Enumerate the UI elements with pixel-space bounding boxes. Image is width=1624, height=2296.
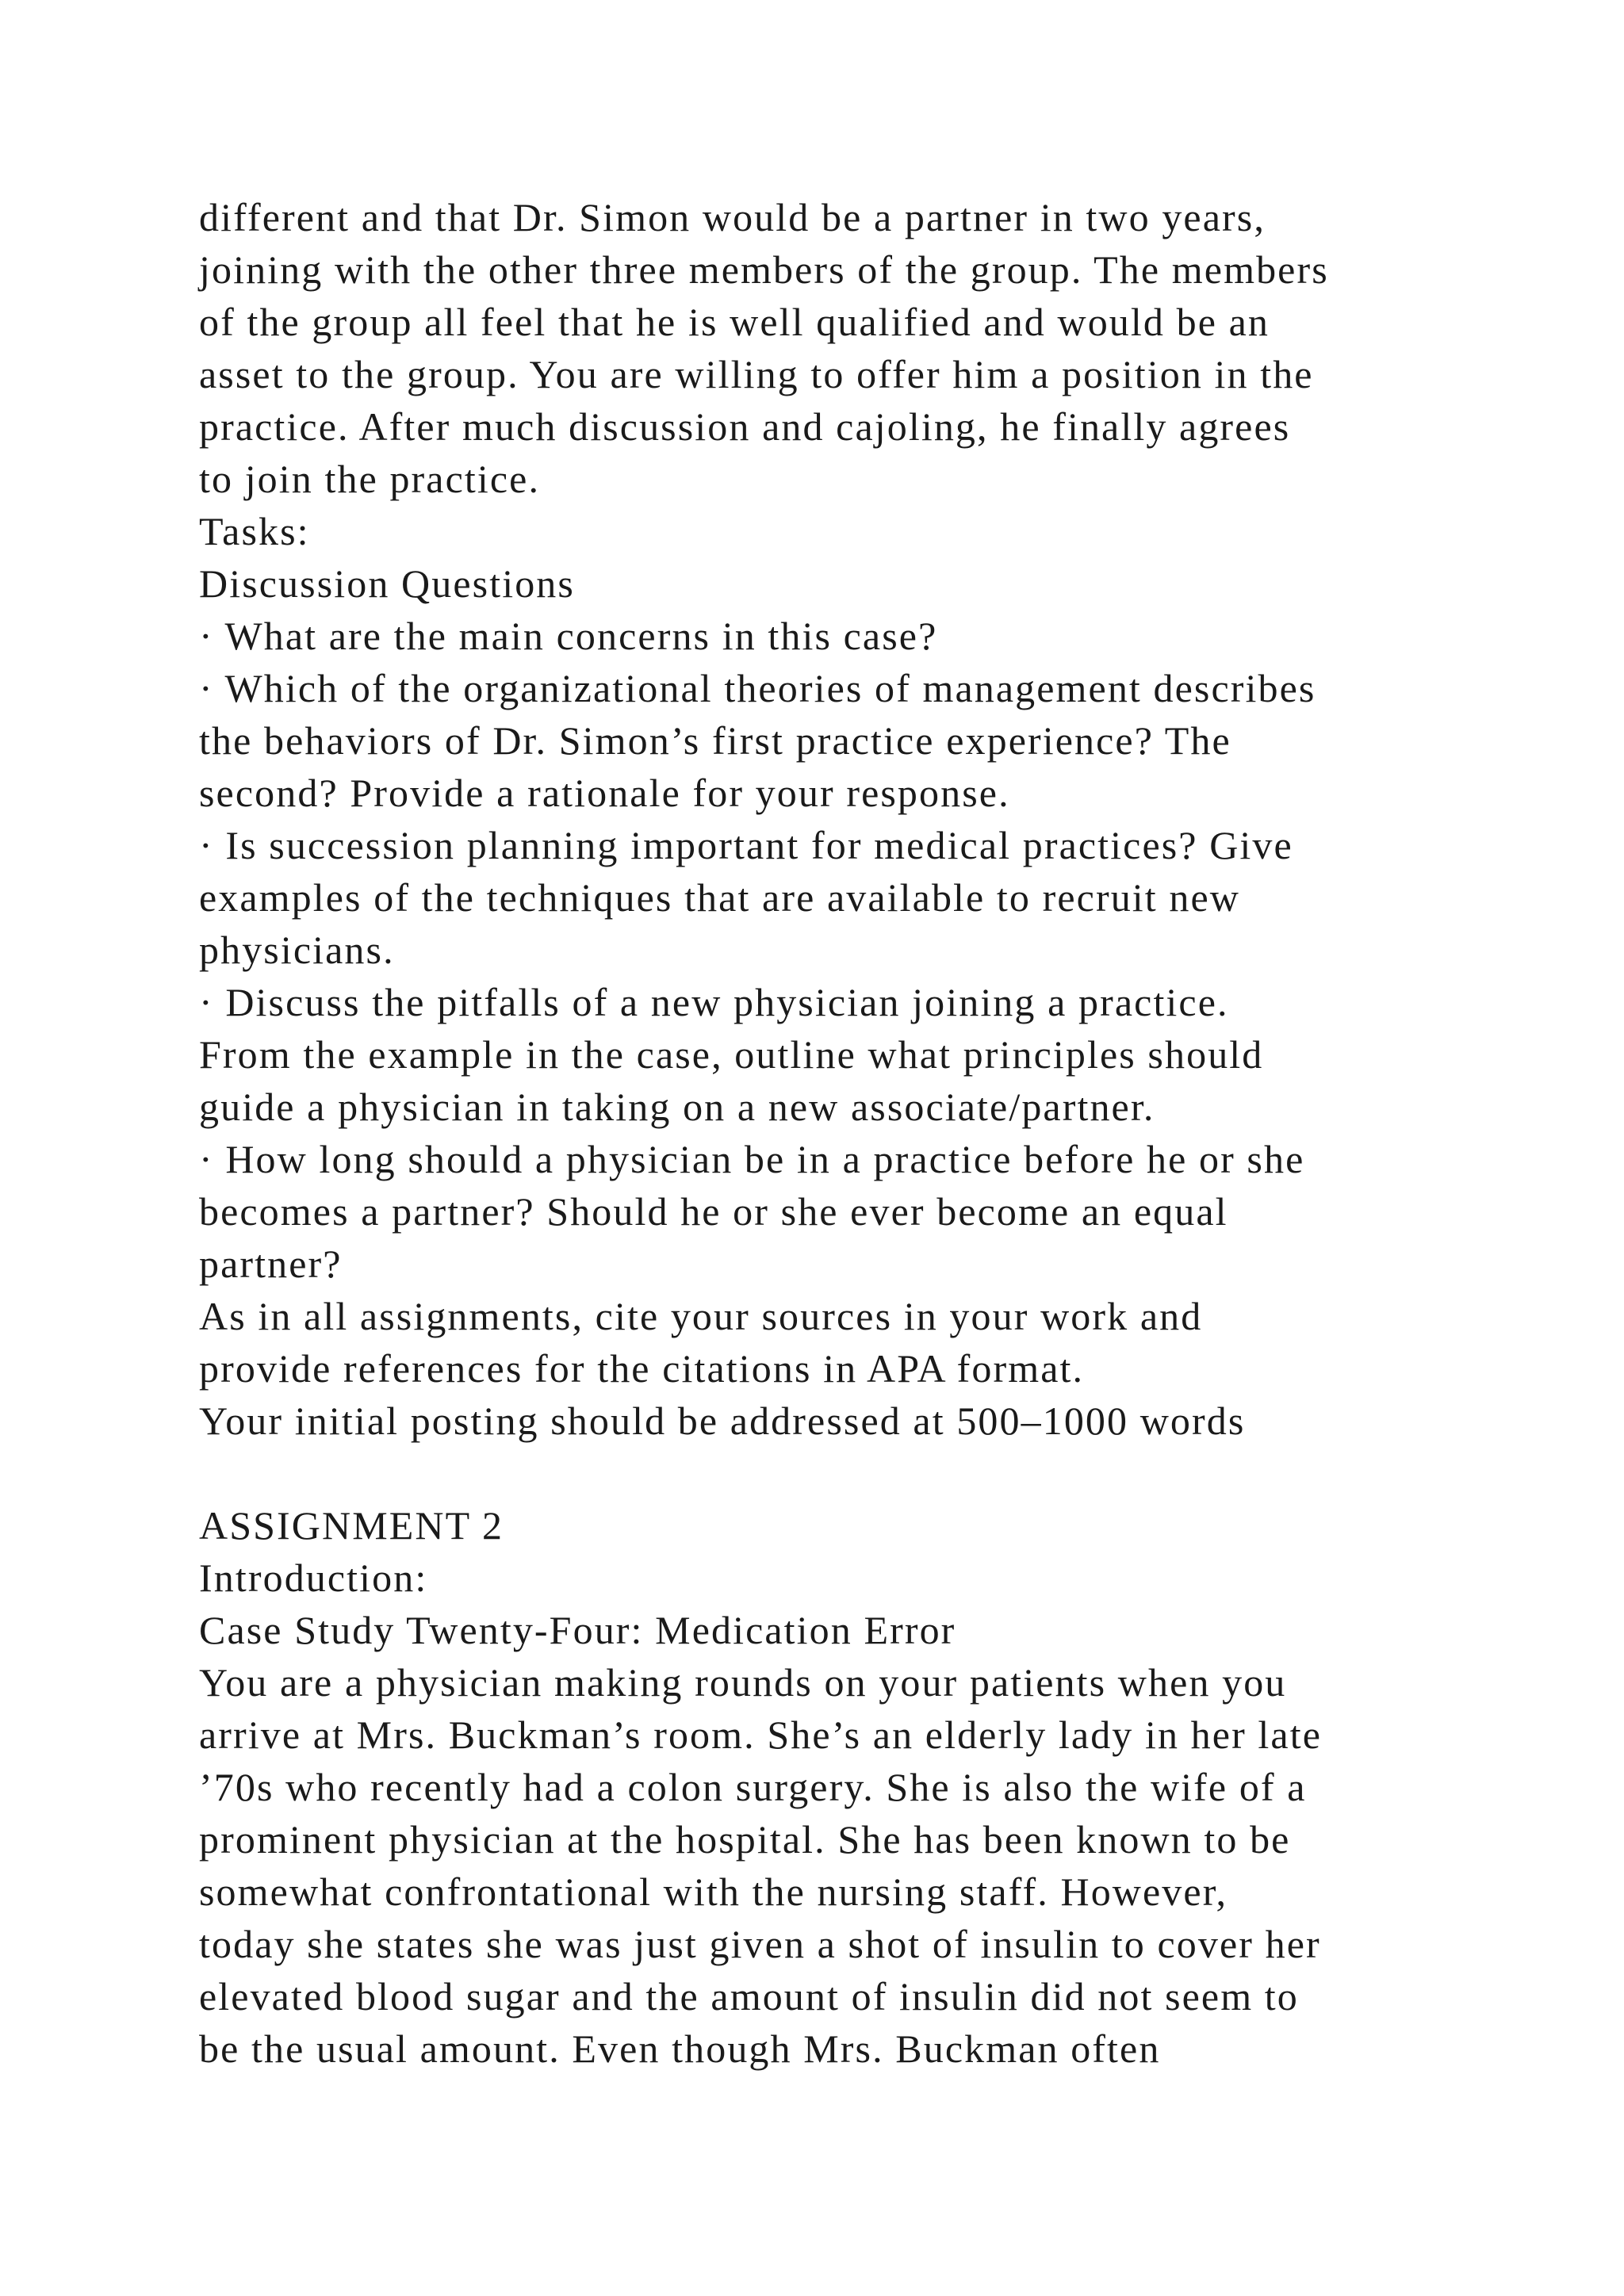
introduction-heading: Introduction: xyxy=(199,1556,428,1600)
text-line: Your initial posting should be addressed at 500–1000 words xyxy=(199,1399,1246,1443)
bullet-item: · How long should a physician be in a practice before he or she xyxy=(199,1137,1305,1181)
text-line: somewhat confrontational with the nursing staff. However, xyxy=(199,1869,1228,1914)
text-line: asset to the group. You are willing to offer him a position in the xyxy=(199,352,1314,396)
discussion-questions-heading: Discussion Questions xyxy=(199,561,575,606)
text-line: From the example in the case, outline what principles should xyxy=(199,1032,1264,1077)
text-line: today she states she was just given a shot of insulin to cover her xyxy=(199,1922,1321,1966)
text-line: As in all assignments, cite your sources in your work and xyxy=(199,1294,1203,1338)
assignment-heading: ASSIGNMENT 2 xyxy=(199,1503,504,1548)
text-line: elevated blood sugar and the amount of insulin did not seem to xyxy=(199,1974,1299,2019)
text-line: prominent physician at the hospital. She has been known to be xyxy=(199,1817,1291,1862)
text-line: guide a physician in taking on a new associate/partner. xyxy=(199,1085,1155,1129)
text-line: different and that Dr. Simon would be a partner in two years, xyxy=(199,195,1266,239)
text-line: ’70s who recently had a colon surgery. She is also the wife of a xyxy=(199,1765,1307,1809)
text-line: physicians. xyxy=(199,928,395,972)
bullet-item: · Is succession planning important for medical practices? Give xyxy=(199,823,1293,867)
text-line: be the usual amount. Even though Mrs. Buckman often xyxy=(199,2026,1161,2071)
document-body xyxy=(199,191,1547,2075)
blank-line xyxy=(199,1447,1547,1499)
text-line: You are a physician making rounds on your patients when you xyxy=(199,1660,1287,1705)
case-study-title: Case Study Twenty-Four: Medication Error xyxy=(199,1608,956,1652)
text-line: provide references for the citations in APA format. xyxy=(199,1346,1085,1391)
text-line: the behaviors of Dr. Simon’s first practice experience? The xyxy=(199,718,1231,763)
text-line: arrive at Mrs. Buckman’s room. She’s an elderly lady in her late xyxy=(199,1712,1322,1757)
text-line: examples of the techniques that are available to recruit new xyxy=(199,875,1240,920)
bullet-item: · What are the main concerns in this case? xyxy=(199,614,938,658)
text-line: joining with the other three members of the group. The members xyxy=(199,247,1329,292)
text-line: becomes a partner? Should he or she ever become an equal xyxy=(199,1189,1228,1234)
text-line: of the group all feel that he is well qualified and would be an xyxy=(199,300,1270,344)
bullet-item: · Discuss the pitfalls of a new physician joining a practice. xyxy=(199,980,1229,1024)
bullet-item: · Which of the organizational theories of management describes xyxy=(199,666,1316,710)
tasks-heading: Tasks: xyxy=(199,509,310,553)
text-line: partner? xyxy=(199,1242,343,1286)
text-line: to join the practice. xyxy=(199,457,541,501)
text-line: second? Provide a rationale for your response. xyxy=(199,771,1010,815)
text-line: practice. After much discussion and cajoling, he finally agrees xyxy=(199,404,1291,449)
